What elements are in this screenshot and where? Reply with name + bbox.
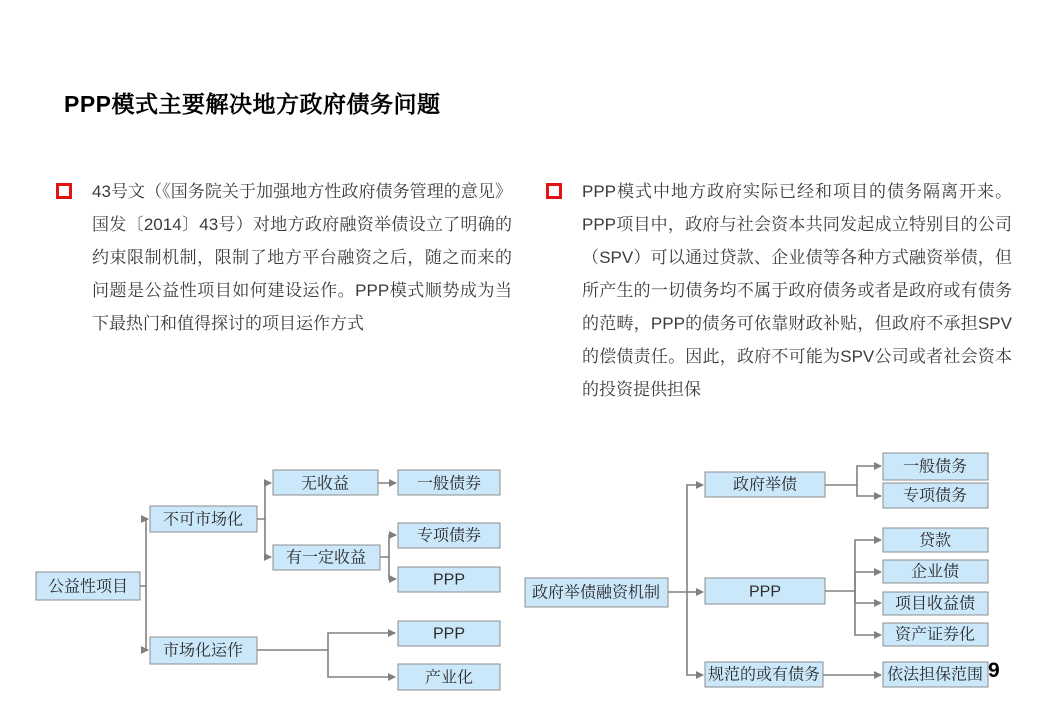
node-industrialization [398,664,500,690]
node-no-income [273,470,378,495]
svg-text:PPP: PPP [432,625,466,643]
node-gov-debt-financing-mechanism [525,578,668,607]
node-loan [883,528,988,552]
page-number: 9 [988,659,1000,682]
svg-text:无收益: 无收益 [300,475,350,493]
svg-text:市场化运作: 市场化运作 [162,642,244,660]
flowchart-public-welfare-projects [36,470,500,690]
svg-text:规范的或有债务: 规范的或有债务 [707,666,821,684]
svg-text:PPP: PPP [432,571,466,589]
svg-text:资产证券化: 资产证券化 [894,626,976,644]
svg-text:专项债券: 专项债券 [416,527,482,545]
node-project-revenue-bond [883,592,988,615]
svg-text:政府举债: 政府举债 [732,476,798,494]
node-asset-securitization [883,623,988,646]
svg-text:专项债务: 专项债务 [902,487,968,505]
page-title: PPP模式主要解决地方政府债务问题 [64,91,441,117]
svg-text:一般债务: 一般债务 [902,458,968,476]
node-special-debt [883,483,988,508]
node-public-welfare-project [36,572,140,600]
node-corporate-bond [883,560,988,583]
node-general-debt [883,453,988,480]
node-legal-guarantee-scope [883,662,988,687]
node-some-income [273,545,380,570]
flowchart-government-debt-financing [525,453,988,687]
svg-text:一般债券: 一般债券 [416,475,482,493]
node-regulated-contingent-debt [705,662,823,687]
svg-text:贷款: 贷款 [918,532,952,550]
node-non-marketable [150,506,257,532]
node-ppp-some-income [398,567,500,592]
svg-text:公益性项目: 公益性项目 [47,578,129,596]
svg-text:企业债: 企业债 [910,563,960,581]
node-marketized-operation [150,637,257,664]
node-special-bond [398,523,500,548]
svg-text:不可市场化: 不可市场化 [162,511,244,529]
svg-text:有一定收益: 有一定收益 [285,549,367,567]
svg-text:政府举债融资机制: 政府举债融资机制 [531,584,661,602]
node-ppp [705,578,825,604]
svg-text:PPP: PPP [748,583,782,601]
node-gov-borrowing [705,472,825,497]
svg-text:产业化: 产业化 [424,669,474,687]
svg-text:依法担保范围: 依法担保范围 [886,666,984,684]
svg-text:项目收益债: 项目收益债 [894,595,976,613]
node-general-bond [398,470,500,495]
bullet-text-right: PPP模式中地方政府实际已经和项目的债务隔离开来。PPP项目中，政府与社会资本共同发起成立特别目的公司（SPV）可以通过贷款、企业债等各种方式融资举债，但所产生的一切债务均不属于政府债务或者是政府或有债务的范畴，PPP的债务可依靠财政补贴，但政府不承担SPV的偿债责任。因此，政府不可能为SPV公司或者社会资本的投资提供担保 [582,182,1012,399]
bullet-text-left: 43号文（《国务院关于加强地方性政府债务管理的意见》国发〔2014〕43号）对地方政府融资举债设立了明确的约束限制机制，限制了地方平台融资之后，随之而来的问题是公益性项目如何建设运作。PPP模式顺势成为当下最热门和值得探讨的项目运作方式 [92,182,512,333]
node-ppp-marketized [398,621,500,646]
